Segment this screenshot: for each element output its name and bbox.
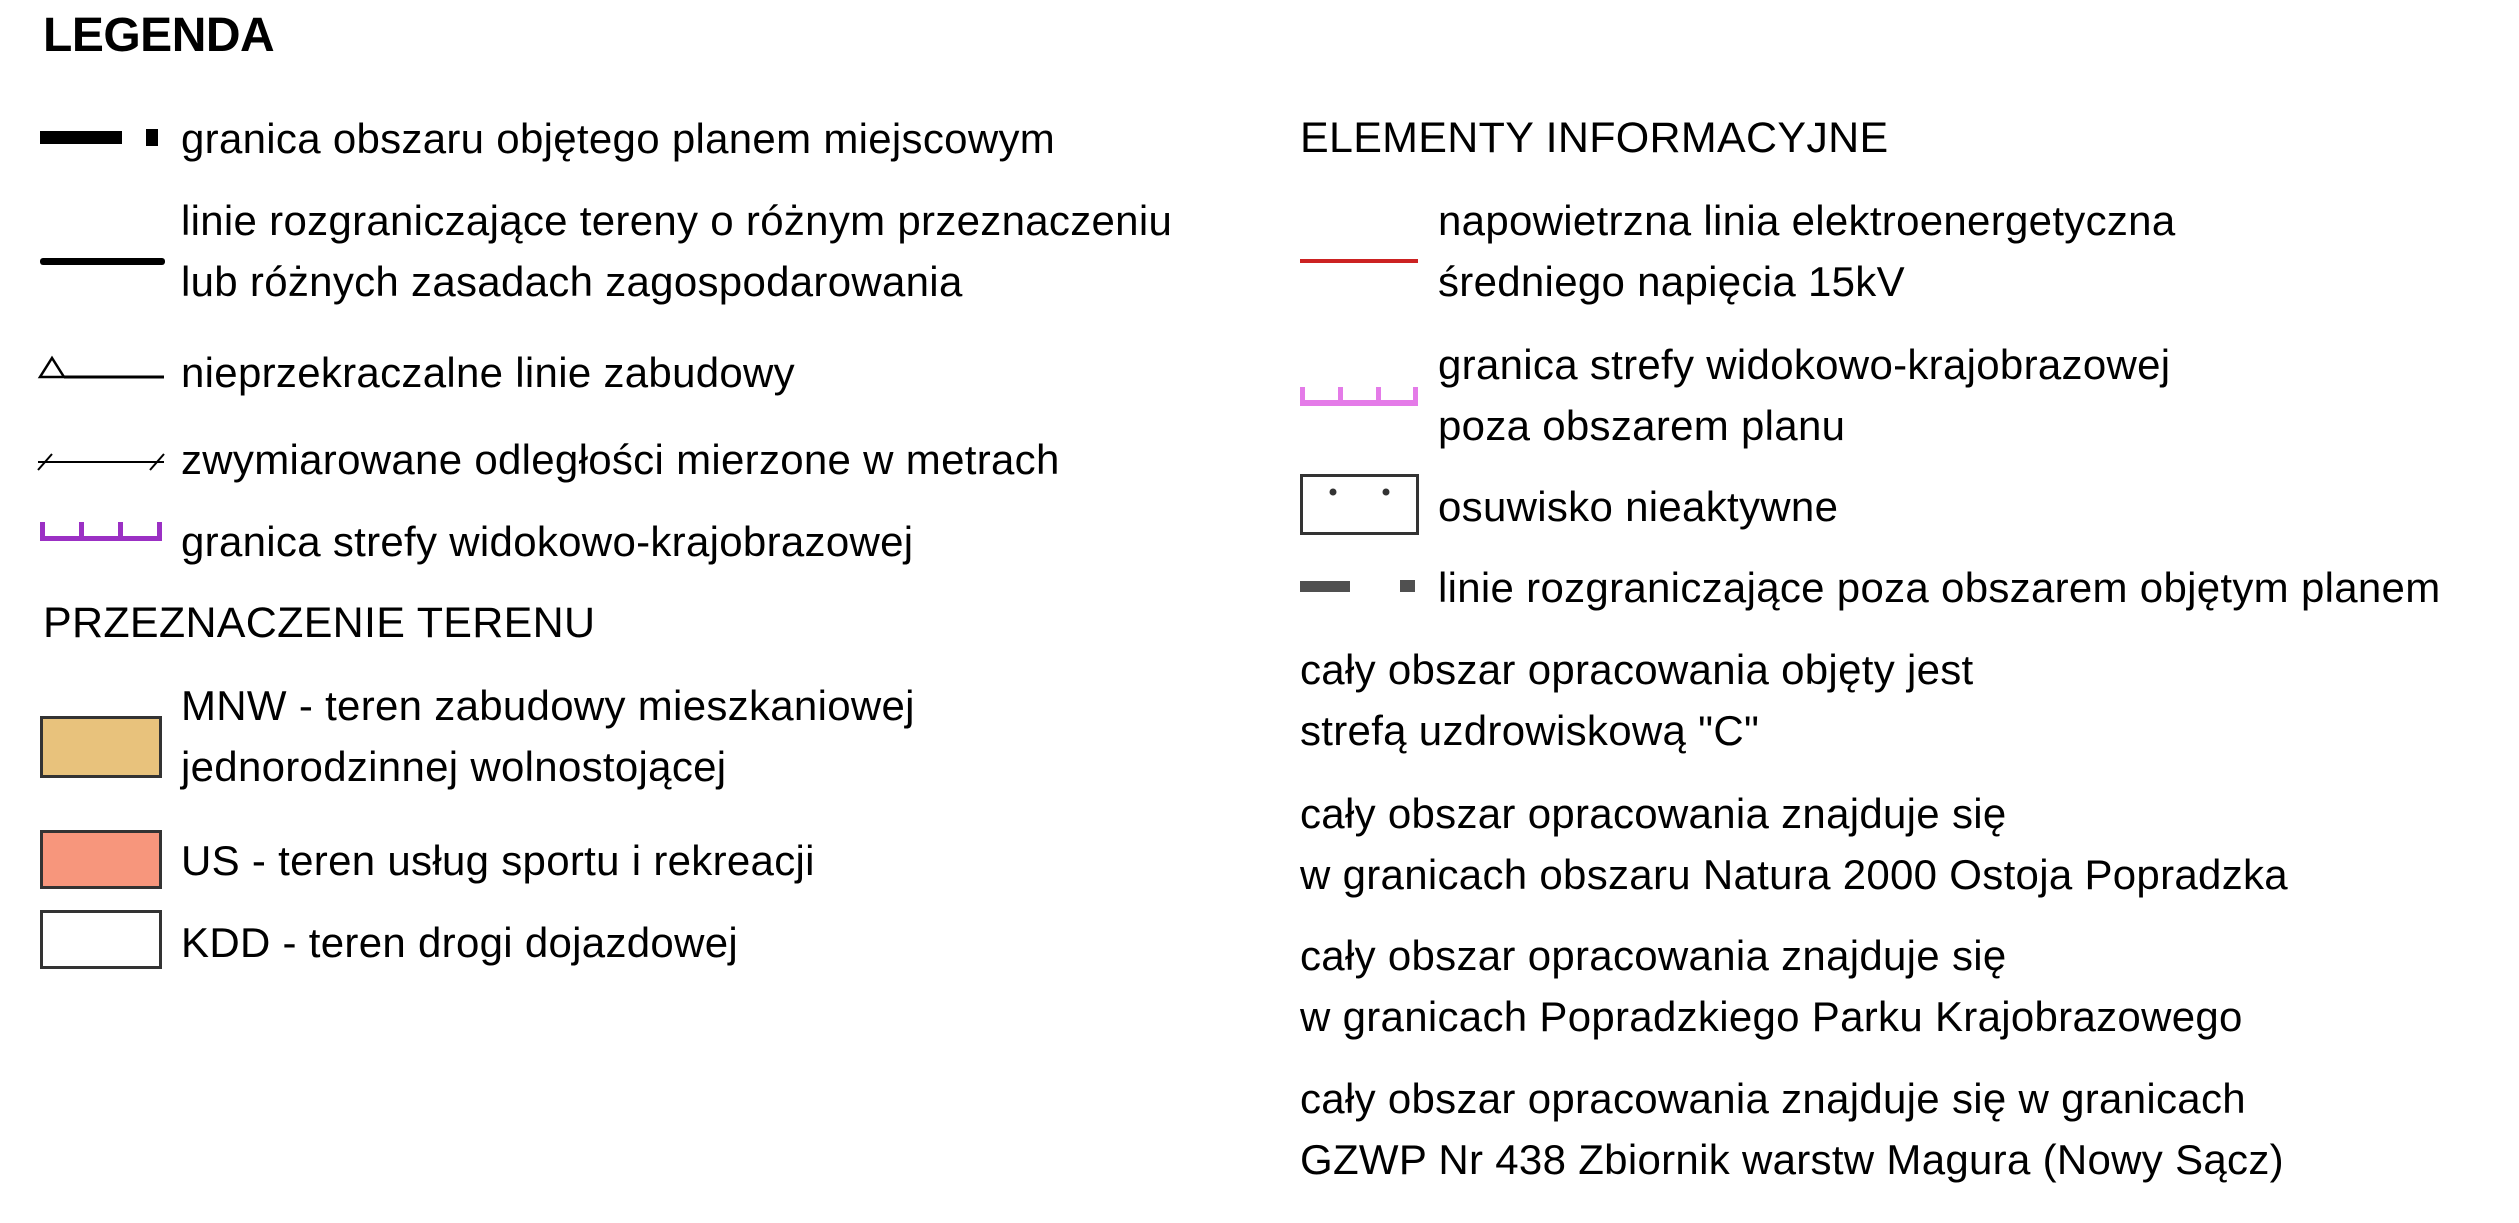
dotted-rectangle-icon	[1300, 474, 1420, 536]
legend-item-landscape-zone-outside-label: granica strefy widokowo-krajobrazowej poza obszarem planu	[1438, 341, 2171, 449]
note-groundwater-reservoir: cały obszar opracowania znajduje się w granicach GZWP Nr 438 Zbiornik warstw Magura (Nowy Sącz)	[1300, 1075, 2284, 1183]
land-use-kdd-label: KDD - teren drogi dojazdowej	[181, 919, 739, 966]
legend-title: LEGENDA	[43, 9, 275, 62]
thick-dashed-line-icon	[40, 128, 165, 148]
solid-line-icon	[40, 256, 165, 268]
triangle-line-icon	[36, 354, 166, 384]
red-line-icon	[1300, 258, 1420, 266]
informative-elements-heading: ELEMENTY INFORMACYJNE	[1300, 114, 1889, 162]
legend-item-outside-lines-label: linie rozgraniczające poza obszarem objętym planem	[1438, 564, 2441, 611]
comb-line-icon	[1300, 384, 1420, 410]
land-use-mnw-label: MNW - teren zabudowy mieszkaniowej jednorodzinnej wolnostojącej	[181, 682, 915, 790]
legend-item-zone-lines-label: linie rozgraniczające tereny o różnym przeznaczeniu lub różnych zasadach zagospodarowania	[181, 197, 1173, 305]
legend-item-building-lines-label: nieprzekraczalne linie zabudowy	[181, 349, 795, 396]
legend-item-landscape-zone-label: granica strefy widokowo-krajobrazowej	[181, 518, 914, 565]
note-natura-2000: cały obszar opracowania znajduje się w granicach obszaru Natura 2000 Ostoja Popradzka	[1300, 790, 2288, 898]
kdd-swatch	[40, 910, 162, 969]
note-spa-zone: cały obszar opracowania objęty jest strefą uzdrowiskową "C"	[1300, 646, 1974, 754]
gray-dashed-line-icon	[1300, 578, 1425, 598]
legend-item-dimensions-label: zwymiarowane odległości mierzone w metrach	[181, 436, 1060, 483]
legend-item-power-line-label: napowietrzna linia elektroenergetyczna średniego napięcia 15kV	[1438, 197, 2176, 305]
mnw-swatch	[40, 716, 162, 778]
land-use-heading: PRZEZNACZENIE TERENU	[43, 599, 596, 647]
legend-item-plan-boundary-label: granica obszaru objętego planem miejscowym	[181, 115, 1056, 162]
dimension-line-icon	[36, 450, 166, 474]
land-use-us-label: US - teren usług sportu i rekreacji	[181, 837, 815, 884]
comb-line-icon	[40, 519, 165, 545]
note-landscape-park: cały obszar opracowania znajduje się w granicach Popradzkiego Parku Krajobrazowego	[1300, 932, 2243, 1040]
us-swatch	[40, 830, 162, 889]
legend-item-landslide-label: osuwisko nieaktywne	[1438, 483, 1839, 530]
